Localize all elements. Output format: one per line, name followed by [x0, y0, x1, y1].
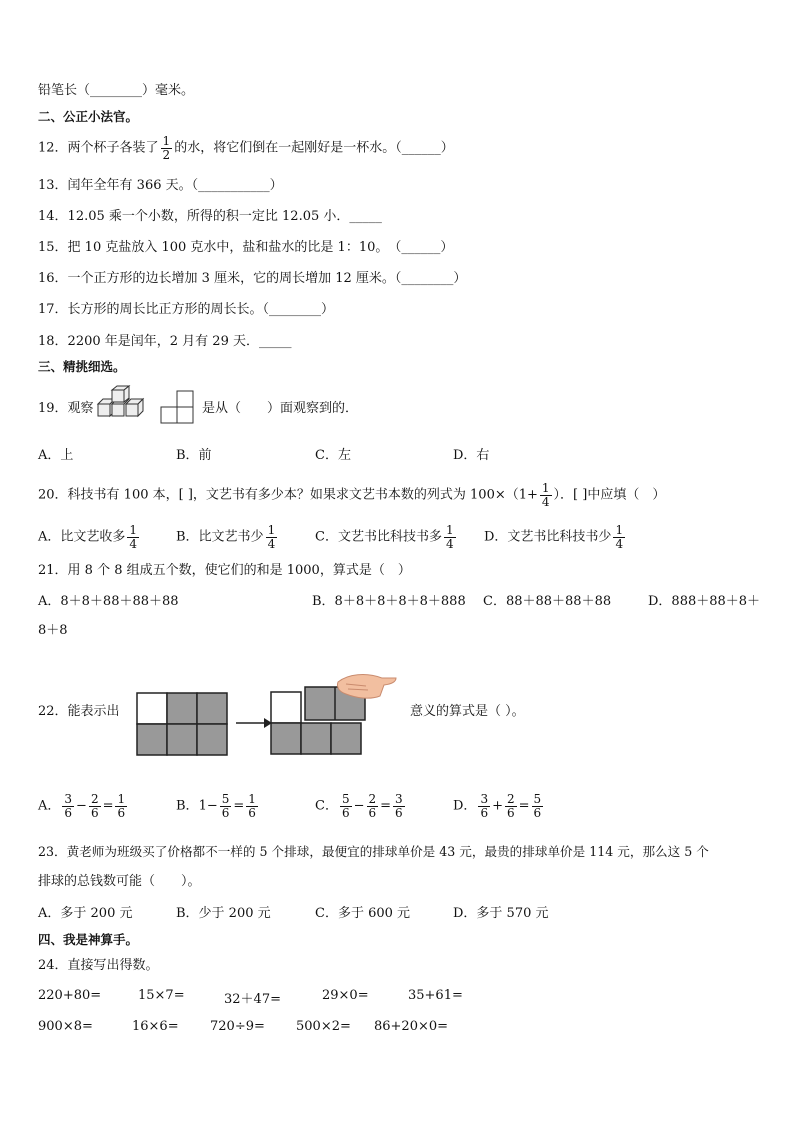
frac-den: 6 — [533, 805, 542, 820]
section-4-title: 四、我是神算手。 — [38, 932, 139, 947]
fraction — [505, 793, 517, 819]
q22-option-c-label: C． — [315, 798, 338, 814]
q21-option-b[interactable]: B．8＋8＋8＋8＋8＋888 — [312, 594, 466, 609]
frac-den: 6 — [248, 805, 256, 820]
frac-den: 6 — [90, 805, 99, 820]
q22-option-a-label: A． — [38, 798, 61, 814]
q22-text-a: 22．能表示出 — [38, 704, 120, 719]
fraction-one-quarter — [266, 524, 278, 550]
minus-sign: − — [206, 798, 218, 814]
frac-den: 6 — [368, 805, 377, 820]
fraction — [246, 793, 258, 819]
question-20 — [38, 482, 665, 508]
calc-item: 900×8= — [38, 1019, 93, 1034]
frac-den: 4 — [129, 536, 138, 551]
fraction-one-quarter — [540, 482, 552, 508]
equals-sign: = — [380, 798, 392, 814]
q22-option-d[interactable] — [453, 793, 545, 819]
frac-num: 5 — [221, 792, 230, 806]
q20-text-a: 20．科技书有 100 本，[ ]，文艺书有多少本？如果求文艺书本数的列式为 100×（1+ — [38, 487, 538, 503]
calc-item: 35+61= — [408, 988, 463, 1003]
frac-num: 1 — [248, 792, 256, 806]
frac-num: 1 — [615, 523, 624, 537]
block-view-icon — [160, 389, 196, 425]
question-23-line2: 排球的总钱数可能（ ）。 — [38, 874, 201, 889]
q20-option-d-label: D．文艺书比科技书少 — [484, 529, 612, 545]
frac-num: 1 — [541, 481, 550, 495]
calc-item: 15×7= — [138, 988, 185, 1003]
fraction — [393, 793, 405, 819]
q21-option-a[interactable]: A．8＋8＋88＋88＋88 — [38, 594, 179, 609]
frac-num: 1 — [445, 523, 454, 537]
fraction-one-half — [161, 135, 173, 161]
frac-num: 5 — [533, 792, 542, 806]
pencil-length-line: 铅笔长（________）毫米。 — [38, 83, 195, 98]
frac-num: 1 — [162, 134, 171, 148]
grid-figure-before — [136, 692, 230, 756]
calc-item: 720÷9= — [210, 1019, 265, 1034]
plus-sign: + — [492, 798, 503, 814]
question-12 — [38, 135, 454, 161]
equals-sign: = — [518, 798, 530, 814]
q20-option-d[interactable] — [484, 524, 627, 550]
section-3-title: 三、精挑细选。 — [38, 359, 126, 374]
fraction — [62, 793, 74, 819]
grid-figure-after — [270, 668, 400, 758]
question-17: 17．长方形的周长比正方形的周长长。（________） — [38, 302, 335, 317]
question-15: 15．把 10 克盐放入 100 克水中，盐和盐水的比是 1：10。 （______） — [38, 240, 454, 255]
fraction-one-quarter — [444, 524, 456, 550]
frac-den: 6 — [480, 805, 489, 820]
q20-option-c-label: C．文艺书比科技书多 — [315, 529, 442, 545]
q20-option-b[interactable] — [176, 524, 279, 550]
q22-text-b: 意义的算式是（ ）。 — [410, 704, 525, 719]
calc-item: 16×6= — [132, 1019, 179, 1034]
q22-option-c[interactable] — [315, 793, 407, 819]
calc-item: 86+20×0= — [374, 1019, 449, 1034]
question-14: 14．12.05 乘一个小数，所得的积一定比 12.05 小．_____ — [38, 209, 382, 224]
frac-den: 6 — [395, 805, 403, 820]
question-13: 13．闰年全年有 366 天。（___________） — [38, 178, 283, 193]
fraction — [532, 793, 544, 819]
question-18: 18．2200 年是闰年，2 月有 29 天．_____ — [38, 334, 292, 349]
q20-text-b: ）．[ ]中应填（ ） — [553, 487, 666, 503]
frac-den: 4 — [445, 536, 454, 551]
question-23-line1: 23．黄老师为班级买了价格都不一样的 5 个排球，最便宜的排球单价是 43 元，最贵的排球单价是 114 元，那么这 5 个 — [38, 844, 709, 859]
q23-option-a[interactable]: A．多于 200 元 — [38, 906, 133, 921]
q20-option-c[interactable] — [315, 524, 458, 550]
q19-option-a[interactable]: A．上 — [38, 448, 74, 463]
q23-option-b[interactable]: B．少于 200 元 — [176, 906, 271, 921]
q20-option-b-label: B．比文艺书少 — [176, 529, 264, 545]
q12-text-a: 12．两个杯子各装了 — [38, 140, 159, 156]
q21-option-d-continued: 8＋8 — [38, 623, 68, 638]
frac-den: 4 — [267, 536, 276, 551]
q22-option-d-label: D． — [453, 798, 477, 814]
frac-den: 6 — [117, 805, 126, 820]
q22-option-a[interactable] — [38, 793, 129, 819]
q23-option-d[interactable]: D．多于 570 元 — [453, 906, 549, 921]
fraction — [367, 793, 379, 819]
q22-option-b[interactable] — [176, 793, 260, 819]
question-24: 24．直接写出得数。 — [38, 958, 159, 973]
frac-den: 6 — [506, 805, 515, 820]
frac-num: 3 — [480, 792, 489, 806]
frac-den: 4 — [541, 494, 550, 509]
fraction-one-quarter — [613, 524, 625, 550]
equals-sign: = — [102, 798, 114, 814]
frac-num: 1 — [117, 792, 126, 806]
q23-option-c[interactable]: C．多于 600 元 — [315, 906, 411, 921]
frac-num: 2 — [506, 792, 515, 806]
frac-num: 2 — [90, 792, 99, 806]
calc-item: 29×0= — [322, 988, 369, 1003]
frac-num: 5 — [341, 792, 350, 806]
q21-option-c[interactable]: C．88＋88＋88＋88 — [483, 594, 612, 609]
equals-sign: = — [233, 798, 245, 814]
number-one: 1 — [198, 798, 207, 814]
calc-item: 500×2= — [296, 1019, 351, 1034]
q19-option-b[interactable]: B．前 — [176, 448, 212, 463]
q20-option-a-label: A．比文艺收多 — [38, 529, 126, 545]
q19-text-b: 是从（ ）面观察到的． — [202, 401, 359, 416]
q19-option-c[interactable]: C．左 — [315, 448, 351, 463]
q21-option-d[interactable]: D．888＋88＋8＋ — [648, 594, 761, 609]
frac-num: 3 — [64, 792, 73, 806]
calc-item: 220+80= — [38, 988, 102, 1003]
frac-num: 3 — [395, 792, 403, 806]
frac-den: 6 — [341, 805, 350, 820]
question-16: 16．一个正方形的边长增加 3 厘米，它的周长增加 12 厘米。（________） — [38, 271, 467, 286]
fraction — [115, 793, 127, 819]
minus-sign: − — [76, 798, 87, 814]
q19-text-a: 19．观察 — [38, 401, 94, 416]
frac-num: 2 — [368, 792, 377, 806]
q22-option-b-label: B． — [176, 798, 199, 814]
frac-den: 4 — [615, 536, 624, 551]
frac-den: 2 — [162, 147, 171, 162]
q12-text-b: 的水，将它们倒在一起刚好是一杯水。（______） — [174, 140, 454, 156]
frac-num: 1 — [129, 523, 138, 537]
fraction — [220, 793, 232, 819]
section-2-title: 二、公正小法官。 — [38, 109, 139, 124]
q19-option-d[interactable]: D．右 — [453, 448, 490, 463]
frac-den: 6 — [221, 805, 230, 820]
fraction — [340, 793, 352, 819]
frac-den: 6 — [64, 805, 73, 820]
frac-num: 1 — [267, 523, 276, 537]
cubes-3d-icon — [96, 386, 152, 426]
calc-item: 32＋47= — [224, 992, 281, 1007]
fraction — [478, 793, 490, 819]
fraction-one-quarter — [127, 524, 139, 550]
arrow-right-icon — [236, 715, 272, 731]
q20-option-a[interactable] — [38, 524, 141, 550]
fraction — [89, 793, 101, 819]
question-21: 21．用 8 个 8 组成五个数，使它们的和是 1000，算式是（ ） — [38, 563, 411, 578]
minus-sign: − — [353, 798, 365, 814]
